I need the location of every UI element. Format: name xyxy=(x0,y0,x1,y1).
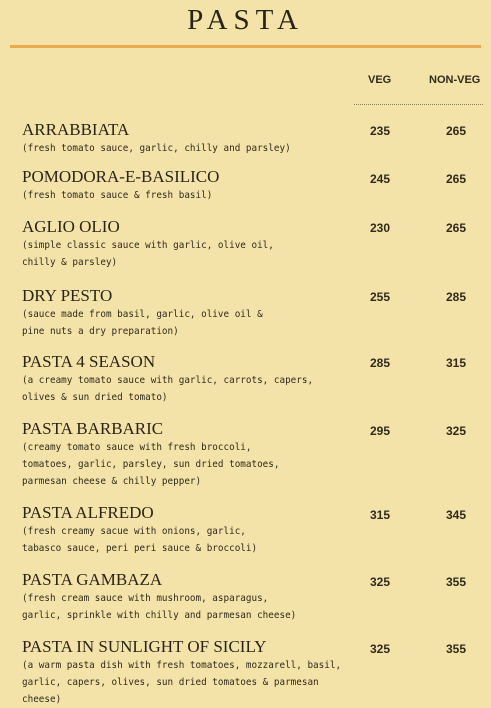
veg-price: 325 xyxy=(370,575,391,589)
veg-price: 295 xyxy=(370,424,391,438)
nonveg-price: 265 xyxy=(446,221,467,235)
item-description: (creamy tomato sauce with fresh broccoli, tomatoes, garlic, parsley, sun dried tomatoes, parmesan cheese & chilly pepper) xyxy=(22,442,280,487)
item-name: PASTA 4 SEASON xyxy=(22,352,156,371)
item-name: AGLIO OLIO xyxy=(22,217,120,236)
nonveg-price: 355 xyxy=(446,642,467,656)
item-name: PASTA ALFREDO xyxy=(22,503,154,522)
page-title: PASTA xyxy=(187,4,304,36)
veg-price: 235 xyxy=(370,124,391,138)
veg-column-header: VEG xyxy=(368,74,392,86)
menu-item-pasta-alfredo xyxy=(22,503,352,557)
item-name: DRY PESTO xyxy=(22,286,113,305)
item-name: PASTA IN SUNLIGHT OF SICILY xyxy=(22,637,267,656)
veg-price: 315 xyxy=(370,508,391,522)
nonveg-price: 265 xyxy=(446,172,467,186)
item-description: (a creamy tomato sauce with garlic, carrots, capers, olives & sun dried tomato) xyxy=(22,375,314,403)
item-description: (a warm pasta dish with fresh tomatoes, mozzarell, basil, garlic, capers, olives, sun dried tomatoes & parmesan cheese) xyxy=(22,660,342,705)
veg-price: 325 xyxy=(370,642,391,656)
item-name: PASTA BARBARIC xyxy=(22,419,164,438)
nonveg-price: 355 xyxy=(446,575,467,589)
nonveg-column-header: NON-VEG xyxy=(429,74,481,86)
item-description: (simple classic sauce with garlic, olive oil, chilly & parsley) xyxy=(22,240,274,268)
menu-item-pasta-4-season xyxy=(22,352,352,406)
nonveg-price: 345 xyxy=(446,508,467,522)
veg-price: 230 xyxy=(370,221,391,235)
menu-item-pasta-gambaza xyxy=(22,570,352,624)
item-name: ARRABBIATA xyxy=(22,120,130,139)
item-name: PASTA GAMBAZA xyxy=(22,570,163,589)
menu-item-pasta-in-sunlight-of-sicily xyxy=(22,637,352,708)
menu-item-arrabbiata xyxy=(22,120,352,157)
dotted-divider xyxy=(354,104,483,105)
veg-price: 255 xyxy=(370,290,391,304)
item-description: (fresh creamy sacue with onions, garlic, tabasco sauce, peri peri sauce & broccoli) xyxy=(22,526,258,554)
item-name: POMODORA-E-BASILICO xyxy=(22,167,220,186)
veg-price: 245 xyxy=(370,172,391,186)
nonveg-price: 265 xyxy=(446,124,467,138)
menu-item-aglio-olio xyxy=(22,217,352,271)
veg-price: 285 xyxy=(370,356,391,370)
item-description: (sauce made from basil, garlic, olive oil & pine nuts a dry preparation) xyxy=(22,309,263,337)
nonveg-price: 285 xyxy=(446,290,467,304)
item-description: (fresh tomato sauce & fresh basil) xyxy=(22,190,213,201)
menu-item-dry-pesto xyxy=(22,286,352,340)
menu-item-pomodora-e-basilico xyxy=(22,167,352,204)
title-underline xyxy=(10,45,481,48)
menu-item-pasta-barbaric xyxy=(22,419,352,490)
item-description: (fresh tomato sauce, garlic, chilly and parsley) xyxy=(22,143,291,154)
nonveg-price: 325 xyxy=(446,424,467,438)
item-description: (fresh cream sauce with mushroom, asparagus, garlic, sprinkle with chilly and parmesan cheese) xyxy=(22,593,297,621)
nonveg-price: 315 xyxy=(446,356,467,370)
